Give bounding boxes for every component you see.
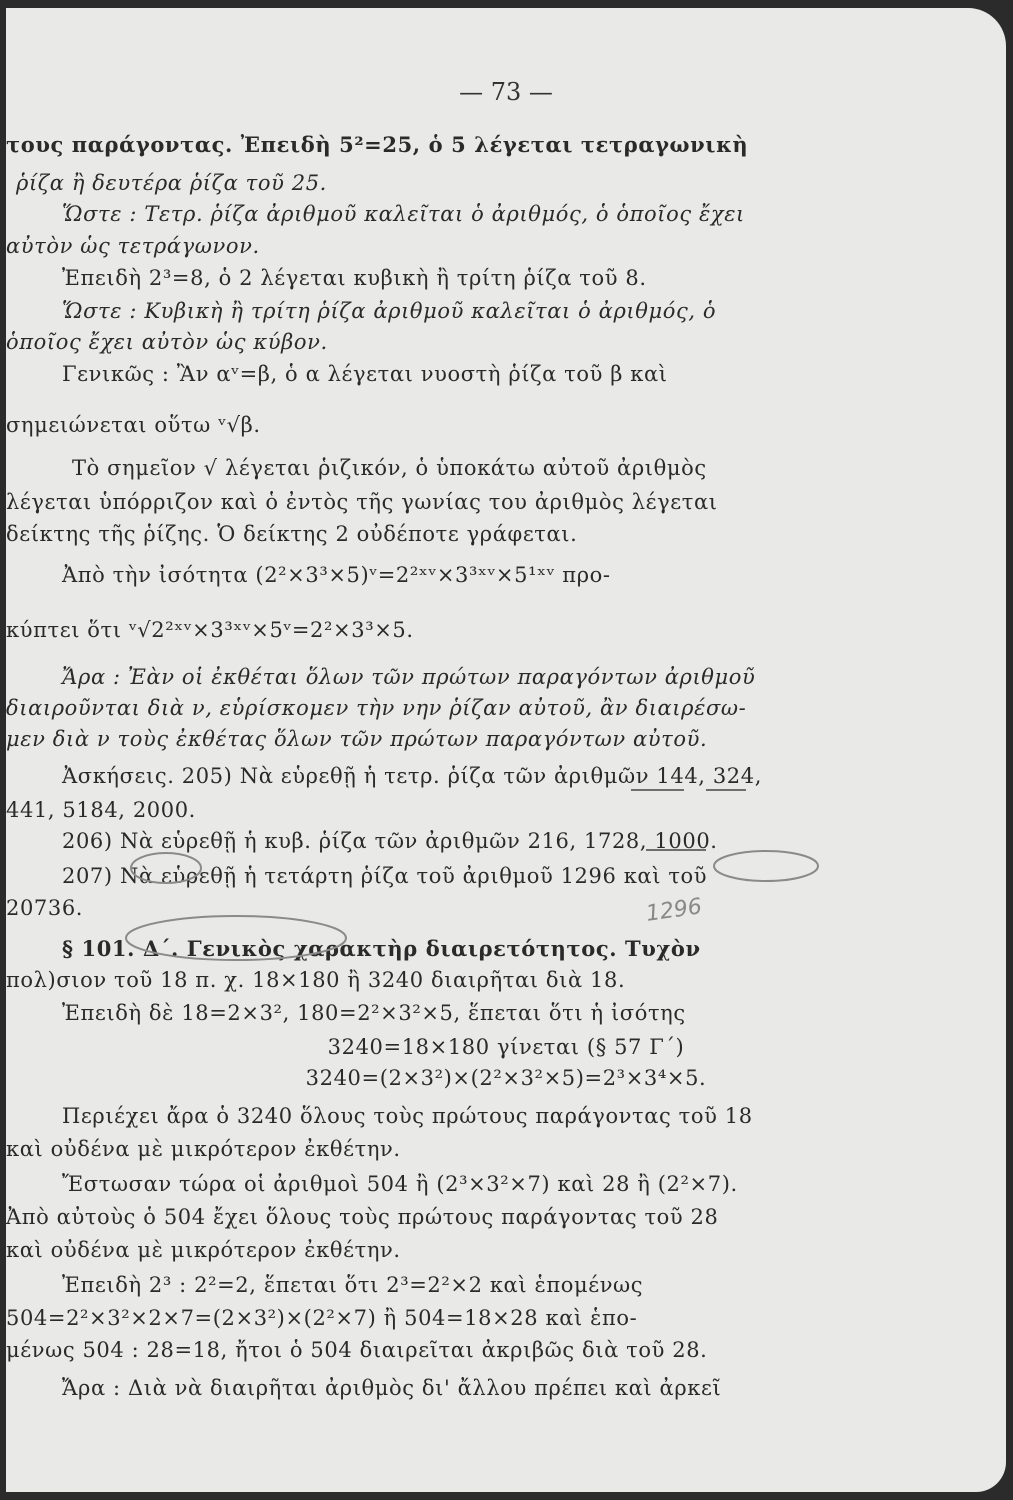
text-line: 441, 5184, 2000. [6, 798, 196, 822]
text-line: πολ)σιον τοῦ 18 π. χ. 18×180 ἢ 3240 διαιρῆται διὰ 18. [6, 968, 626, 992]
handwritten-note: 1296 [644, 894, 704, 927]
text-line: Ἀσκήσεις. 205) Νὰ εὑρεθῇ ἡ τετρ. ῥίζα τῶν ἀριθμῶν 144, 324, [62, 764, 762, 788]
text-line: λέγεται ὑπόρριζον καὶ ὁ ἐντὸς τῆς γωνίας του ἀριθμὸς λέγεται [6, 490, 718, 514]
text-line: Ὥστε : Κυβικὴ ἢ τρίτη ῥίζα ἀριθμοῦ καλεῖται ὁ ἀριθμός, ὁ [62, 299, 717, 323]
text-line: δείκτης τῆς ῥίζης. Ὁ δείκτης 2 οὐδέποτε γράφεται. [6, 522, 578, 546]
text-line: μένως 504 : 28=18, ἤτοι ὁ 504 διαιρεῖται ἀκριβῶς διὰ τοῦ 28. [6, 1338, 708, 1362]
text-line: 20736. [6, 896, 84, 920]
text-line: κύπτει ὅτι ᵛ√2²ˣᵛ×3³ˣᵛ×5ᵛ=2²×3³×5. [6, 618, 414, 642]
equation-line: 3240=18×180 γίνεται (§ 57 Γ΄) [327, 1035, 685, 1059]
text-line: αὐτὸν ὡς τετράγωνον. [6, 234, 260, 258]
text-line: Ἄρα : Διὰ νὰ διαιρῆται ἀριθμὸς δι' ἄλλου πρέπει καὶ ἀρκεῖ [62, 1376, 722, 1400]
text-line: Ἐπειδὴ δὲ 18=2×3², 180=2²×3²×5, ἕπεται ὅτι ἡ ἰσότης [62, 1001, 686, 1025]
text-line: καὶ οὐδένα μὲ μικρότερον ἐκθέτην. [6, 1137, 401, 1161]
text-line: Τὸ σημεῖον √ λέγεται ῥιζικόν, ὁ ὑποκάτω αὐτοῦ ἀριθμὸς [72, 456, 707, 480]
text-line: Ἀπὸ αὐτοὺς ὁ 504 ἔχει ὅλους τοὺς πρώτους παράγοντας τοῦ 28 [6, 1205, 719, 1229]
text-line: ὁποῖος ἔχει αὐτὸν ὡς κύβον. [6, 330, 328, 354]
text-line: Ἐπειδὴ 2³ : 2²=2, ἕπεται ὅτι 2³=2²×2 καὶ ἑπομένως [62, 1273, 644, 1297]
page-number: — 73 — [459, 78, 553, 106]
equation-line: 3240=(2×3²)×(2²×3²×5)=2³×3⁴×5. [305, 1066, 707, 1090]
text-line: διαιροῦνται διὰ ν, εὑρίσκομεν τὴν νην ῥίζαν αὐτοῦ, ἂν διαιρέσω- [6, 696, 747, 720]
text-line: τους παράγοντας. Ἐπειδὴ 5²=25, ὁ 5 λέγεται τετραγωνικὴ [6, 132, 749, 157]
text-line: 504=2²×3²×2×7=(2×3²)×(2²×7) ἢ 504=18×28 καὶ ἑπο- [6, 1306, 638, 1330]
text-line: Ἀπὸ τὴν ἰσότητα (2²×3³×5)ᵛ=2²ˣᵛ×3³ˣᵛ×5¹ˣᵛ προ- [62, 563, 611, 587]
text-line: μεν διὰ ν τοὺς ἐκθέτας ὅλων τῶν πρώτων παραγόντων αὐτοῦ. [6, 727, 708, 751]
book-page [6, 8, 1006, 1492]
section-heading: § 101. Δ΄. Γενικὸς χαρακτὴρ διαιρετότητος. Τυχὸν [62, 936, 701, 961]
text-line: σημειώνεται οὕτω ᵛ√β. [6, 413, 261, 437]
text-line: καὶ οὐδένα μὲ μικρότερον ἐκθέτην. [6, 1238, 401, 1262]
text-line: Περιέχει ἄρα ὁ 3240 ὅλους τοὺς πρώτους παράγοντας τοῦ 18 [62, 1104, 753, 1128]
text-line: Ἐπειδὴ 2³=8, ὁ 2 λέγεται κυβικὴ ἢ τρίτη ῥίζα τοῦ 8. [62, 266, 647, 290]
text-line: Γενικῶς : Ἂν αᵛ=β, ὁ α λέγεται νυοστὴ ῥίζα τοῦ β καὶ [62, 362, 668, 386]
text-line: Ἔστωσαν τώρα οἱ ἀριθμοὶ 504 ἢ (2³×3²×7) καὶ 28 ἢ (2²×7). [62, 1172, 738, 1196]
text-line: ῥίζα ἢ δευτέρα ῥίζα τοῦ 25. [16, 171, 327, 195]
text-line: Ὥστε : Τετρ. ῥίζα ἀριθμοῦ καλεῖται ὁ ἀριθμός, ὁ ὁποῖος ἔχει [62, 202, 745, 226]
text-line: Ἄρα : Ἐὰν οἱ ἐκθέται ὅλων τῶν πρώτων παραγόντων ἀριθμοῦ [62, 665, 756, 689]
text-line: 206) Νὰ εὑρεθῇ ἡ κυβ. ῥίζα τῶν ἀριθμῶν 216, 1728, 1000. [62, 829, 718, 853]
text-line: 207) Νὰ εὑρεθῇ ἡ τετάρτη ῥίζα τοῦ ἀριθμοῦ 1296 καὶ τοῦ [62, 864, 708, 888]
